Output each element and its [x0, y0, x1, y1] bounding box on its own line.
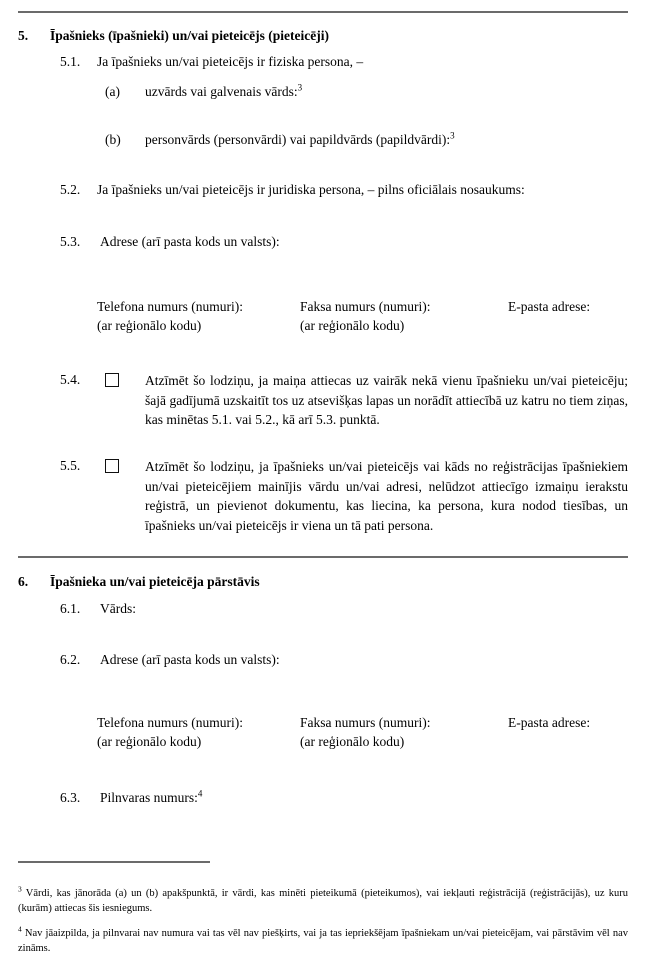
checkbox-5-5[interactable] [105, 459, 119, 473]
footnote-3 [18, 886, 628, 917]
item-5-3-text: Adrese (arī pasta kods un valsts): [100, 234, 280, 249]
section-5-email-block [508, 297, 590, 316]
section-5-fax-note: (ar reģionālo kodu) [300, 318, 405, 334]
footnote-4-mark: 4 [18, 924, 22, 934]
item-6-2-text: Adrese (arī pasta kods un valsts): [100, 652, 280, 667]
section-5-phone-label: Telefona numurs (numuri): [97, 299, 244, 314]
item-5-1-a-text: uzvārds vai galvenais vārds: [145, 84, 298, 99]
item-5-2-number: 5.2. [60, 182, 81, 197]
item-6-2-number: 6.2. [60, 652, 81, 667]
footnote-4-text: Nav jāaizpilda, ja pilnvarai nav numura vai tas vēl nav piešķirts, vai ja tas iepriekšējam īpašniekam un/vai pieteicējam, vai pārstāvim vēl nav zināms. [18, 928, 628, 955]
footnote-4 [18, 926, 628, 957]
item-5-1-a-label: (a) [105, 84, 120, 99]
section-6-fax-label: Faksa numurs (numuri): [300, 715, 431, 730]
section-6-fax-block [300, 713, 431, 751]
section-6-fax-note: (ar reģionālo kodu) [300, 734, 405, 750]
item-5-1-a-row [145, 84, 302, 100]
top-divider [18, 11, 628, 13]
section-6-phone-label: Telefona numurs (numuri): [97, 715, 244, 730]
section-5-phone-block [97, 297, 243, 335]
item-5-4-number: 5.4. [60, 372, 81, 387]
footnote-3-text: Vārdi, kas jānorāda (a) un (b) apakšpunktā, ir vārdi, kas minēti pieteikumā (pieteikumos), vai iekļauti reģistrācijā (reģistrācijās), uz kuru (kurām) attiecas šis iesniegums. [18, 888, 628, 915]
footnote-ref-4: 4 [197, 788, 203, 799]
item-5-5-number: 5.5. [60, 458, 81, 473]
item-5-2-text: Ja īpašnieks un/vai pieteicējs ir juridiska persona, – pilns oficiālais nosaukums: [97, 182, 525, 197]
item-6-3-row [100, 790, 202, 806]
section-6-email-label: E-pasta adrese: [508, 715, 591, 730]
item-5-1-number: 5.1. [60, 54, 81, 69]
footnote-ref-3a: 3 [297, 82, 303, 93]
section-5-phone-note: (ar reģionālo kodu) [97, 318, 202, 334]
section-5-email-label: E-pasta adrese: [508, 299, 591, 314]
footnote-separator [18, 861, 210, 863]
section-5-title: Īpašnieks (īpašnieki) un/vai pieteicējs (pieteicēji) [50, 28, 329, 43]
item-5-1-b-row [145, 132, 455, 148]
checkbox-5-4[interactable] [105, 373, 119, 387]
item-5-1-b-label: (b) [105, 132, 121, 147]
footnote-3-mark: 3 [18, 884, 22, 894]
section-6-title: Īpašnieka un/vai pieteicēja pārstāvis [50, 574, 260, 589]
footnote-ref-3b: 3 [450, 130, 455, 141]
item-5-5-text: Atzīmēt šo lodziņu, ja īpašnieks un/vai pieteicējs vai kāds no reģistrācijas īpašniekiem un/vai pieteicējiem mainījis vārdu un/vai adresi, nelūdzot attiecīgo izmaiņu ierakstu reģistrā, un pievienot dokumentu, kas liecina, ka persona, kura nodod tiesības, un īpašnieks un/vai pieteicējs ir viena un tā pati persona. [145, 459, 628, 533]
section-5-fax-label: Faksa numurs (numuri): [300, 299, 431, 314]
section-divider [18, 556, 628, 558]
section-5-fax-block [300, 297, 431, 335]
item-5-3-number: 5.3. [60, 234, 81, 249]
item-5-1-text: Ja īpašnieks un/vai pieteicējs ir fiziska persona, – [97, 54, 364, 69]
section-6-number: 6. [18, 574, 29, 589]
item-6-3-text: Pilnvaras numurs: [100, 790, 198, 805]
section-5-number: 5. [18, 28, 29, 43]
item-6-3-number: 6.3. [60, 790, 81, 805]
item-6-1-number: 6.1. [60, 601, 81, 616]
section-6-phone-block [97, 713, 243, 751]
section-6-email-block [508, 713, 590, 732]
item-5-1-b-text: personvārds (personvārdi) vai papildvārds (papildvārdi): [145, 132, 451, 147]
item-5-4-text: Atzīmēt šo lodziņu, ja maiņa attiecas uz vairāk nekā vienu īpašnieku un/vai pieteicēju; šajā gadījumā uzskaitīt tos uz atsevišķas lapas un norādīt attiecībā uz katru no tiem ziņas, kas minētas 5.1. vai 5.2., kā arī 5.3. punktā. [145, 373, 628, 428]
section-6-phone-note: (ar reģionālo kodu) [97, 734, 202, 750]
item-6-1-text: Vārds: [100, 601, 136, 616]
